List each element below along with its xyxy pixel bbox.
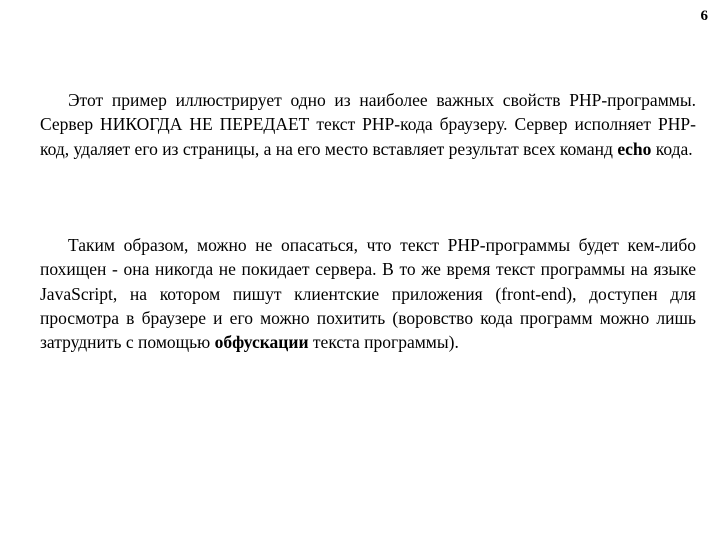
paragraph-text: Таким образом, можно не опасаться, что текст PHP-программы будет кем-либо похищен - она никогда не покидает сервера. В то же время текст программы на языке JavaScript, на котором пишут клиентские приложения (front-end), доступен для просмотра в браузере и его можно похитить (воровство кода программ можно лишь затруднить с помощью [40,235,696,353]
paragraph-text-end: кода. [651,138,693,159]
paragraph-text-end: текста программы). [308,332,459,353]
keyword-echo: echo [617,138,652,159]
paragraph-php-echo [40,88,696,161]
term-obfuscation: обфускации [214,332,309,353]
paragraph-code-protection [40,233,696,354]
page-number: 6 [700,8,708,24]
paragraph-text: Этот пример иллюстрирует одно из наиболее важных свойств PHP-программы. Сервер НИКОГДА НЕ ПЕРЕДАЕТ текст PHP-кода браузеру. Сервер исполняет PHP-код, удаляет его из страницы, а на его место вставляет результат всех команд [40,90,696,159]
